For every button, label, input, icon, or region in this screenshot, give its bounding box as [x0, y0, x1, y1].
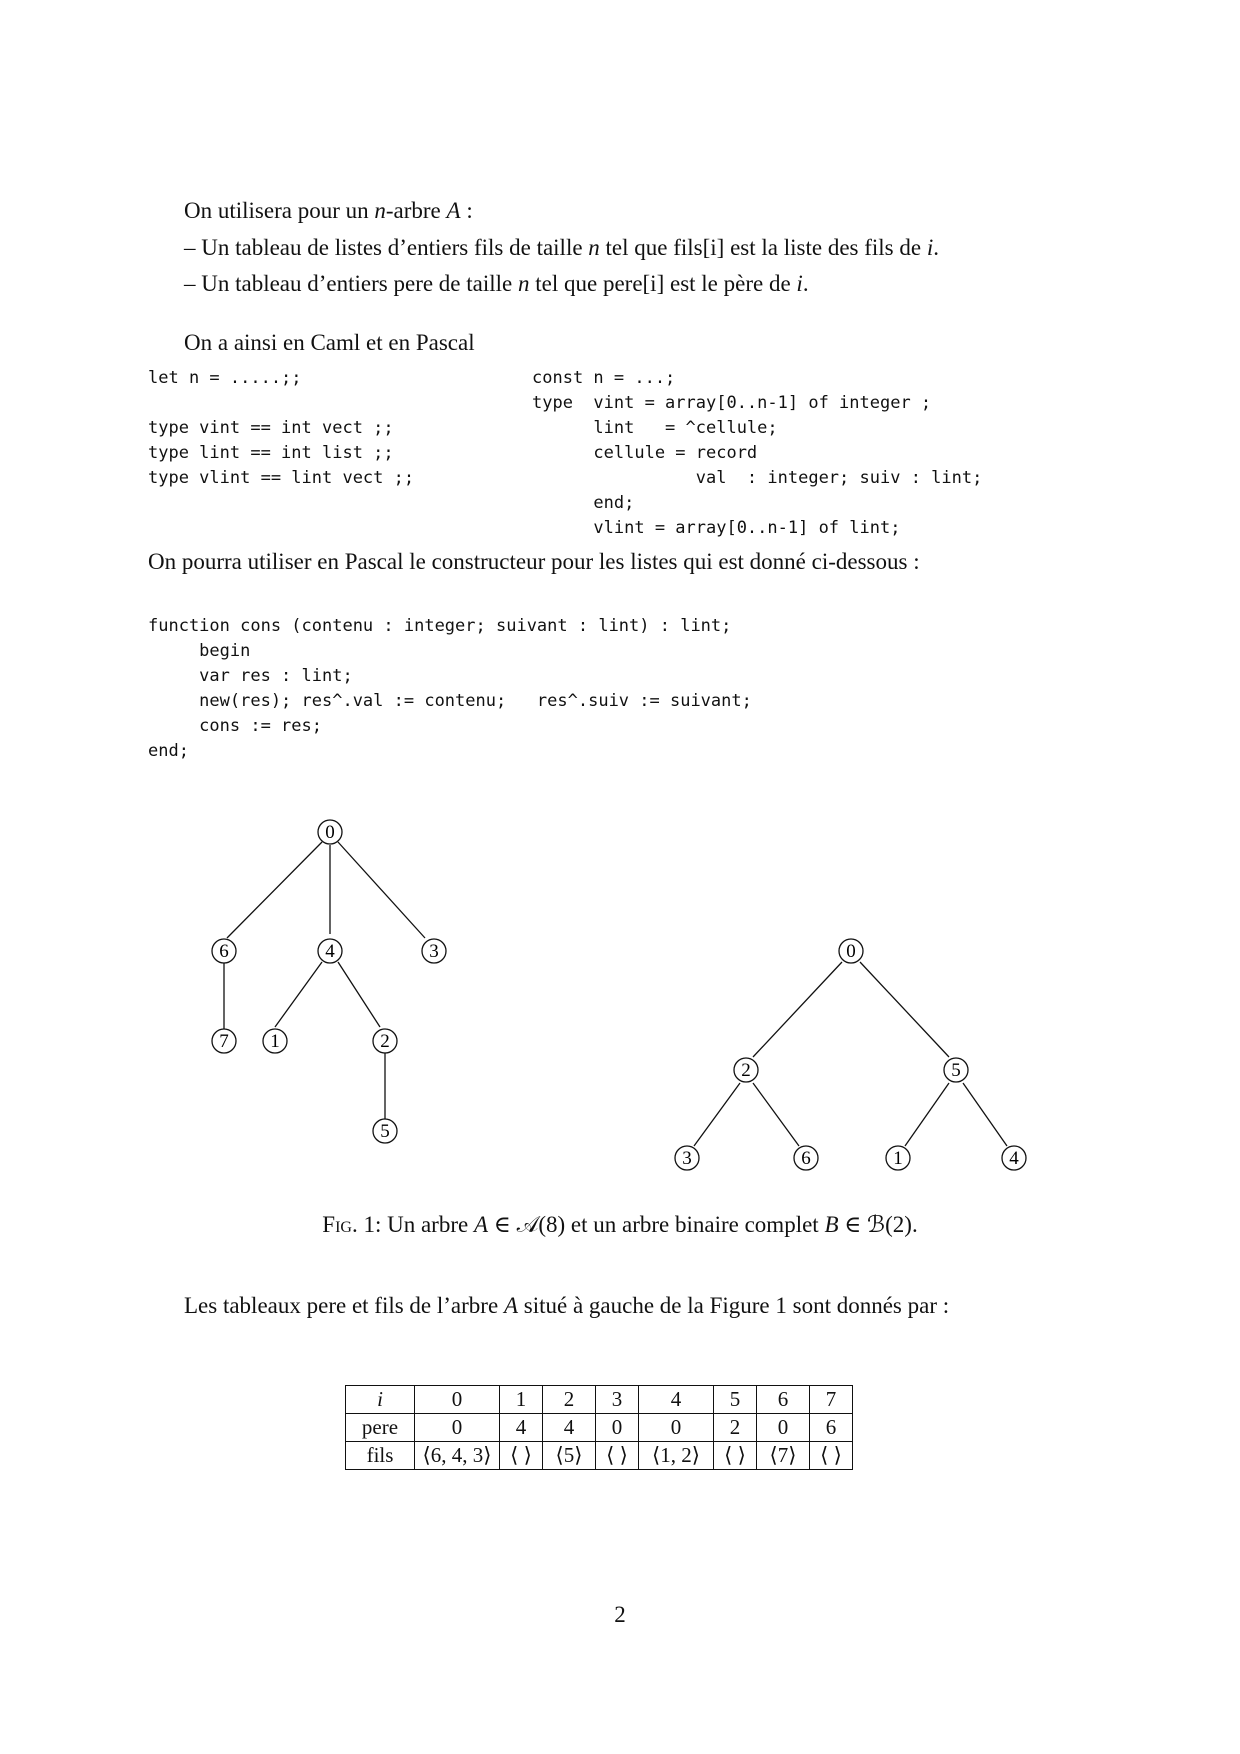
- var-i: i: [926, 235, 934, 260]
- table-cell: 4: [500, 1414, 543, 1442]
- table-row-pere: [346, 1414, 853, 1442]
- table-cell: 0: [757, 1414, 810, 1442]
- node-label: 2: [741, 1060, 751, 1081]
- table-cell: 0: [415, 1414, 500, 1442]
- var-n: n: [588, 235, 600, 260]
- bullet-fils: [184, 235, 939, 261]
- intro-line: [184, 198, 473, 224]
- table-cell: ⟨ ⟩: [714, 1442, 757, 1470]
- var-a: A: [446, 198, 461, 223]
- edge: [694, 1083, 740, 1146]
- table-cell: 7: [810, 1386, 853, 1414]
- node-label: 1: [270, 1031, 280, 1052]
- trees-figure: [0, 800, 1240, 1200]
- bullet-text: tel que pere[i] est le père de: [529, 271, 797, 296]
- node-label: 2: [380, 1031, 390, 1052]
- tree-b-node-0: [839, 939, 863, 963]
- table-cell: ⟨ ⟩: [596, 1442, 639, 1470]
- node-label: 3: [682, 1148, 692, 1169]
- node-label: 6: [801, 1148, 811, 1169]
- tree-b-edges: [694, 962, 1007, 1146]
- edge: [338, 962, 380, 1027]
- table-cell: ⟨ ⟩: [810, 1442, 853, 1470]
- intro-text: -arbre: [385, 198, 447, 223]
- tree-b-node-5: [944, 1058, 968, 1082]
- tree-a-edges: [224, 842, 425, 1119]
- var-b: B: [824, 1212, 839, 1237]
- table-cell: 5: [714, 1386, 757, 1414]
- table-cell: 2: [543, 1386, 596, 1414]
- intro-text: :: [460, 198, 473, 223]
- tree-a-node-7: [212, 1029, 236, 1053]
- tree-a-node-3: [422, 939, 446, 963]
- table-row-fils: [346, 1442, 853, 1470]
- edge: [275, 962, 322, 1027]
- table-cell: ⟨1, 2⟩: [639, 1442, 714, 1470]
- table-row-i: [346, 1386, 853, 1414]
- bullet-text: Un tableau d’entiers pere de taille: [201, 271, 518, 296]
- caption-text: Un arbre: [387, 1212, 474, 1237]
- caption-text: .: [911, 1212, 918, 1237]
- node-label: 5: [380, 1121, 390, 1142]
- tree-a-node-2: [373, 1029, 397, 1053]
- node-label: 1: [893, 1148, 903, 1169]
- bullet-text: .: [802, 271, 809, 296]
- pascal-code-block: const n = ...; type vint = array[0..n-1] of integer ; lint = ^cellule; cellule = record val : integer; suiv : lint; end; vlint = array[0..n-1] of lint;: [532, 368, 983, 538]
- tree-a-nodes: [212, 820, 446, 1143]
- bullet-text: .: [933, 235, 939, 260]
- caption-set-b: ℬ: [867, 1212, 886, 1237]
- table-cell: 0: [415, 1386, 500, 1414]
- caml-pascal-label: On a ainsi en Caml et en Pascal: [184, 330, 475, 355]
- tree-a-node-0: [318, 820, 342, 844]
- table-cell: ⟨7⟩: [757, 1442, 810, 1470]
- edge: [227, 842, 322, 938]
- table-cell: 0: [639, 1414, 714, 1442]
- var-a: A: [503, 1293, 518, 1318]
- node-label: 4: [1009, 1148, 1019, 1169]
- caption-arg: (2): [885, 1212, 912, 1237]
- table-cell: 4: [639, 1386, 714, 1414]
- caml-code-block: let n = .....;; type vint == int vect ;; type lint == int list ;; type vlint == lint vect ;;: [148, 368, 415, 488]
- table-cell: 1: [500, 1386, 543, 1414]
- caption-fig-label: Fig.: [322, 1212, 358, 1237]
- caption-number: 1:: [357, 1212, 388, 1237]
- edge: [753, 962, 842, 1057]
- tree-a-node-4: [318, 939, 342, 963]
- page-number: 2: [614, 1602, 626, 1627]
- tree-a-node-6: [212, 939, 236, 963]
- row-label: i: [346, 1386, 415, 1414]
- tree-a-node-5: [373, 1119, 397, 1143]
- node-label: 0: [846, 941, 856, 962]
- tree-b-node-6: [794, 1146, 818, 1170]
- node-label: 4: [325, 941, 335, 962]
- edge: [338, 842, 425, 938]
- caption-symbol: ∈: [838, 1212, 868, 1237]
- bullet-dash: –: [184, 271, 202, 296]
- table-cell: 3: [596, 1386, 639, 1414]
- tree-a-node-1: [263, 1029, 287, 1053]
- pere-fils-table: [345, 1385, 853, 1470]
- var-n: n: [374, 198, 386, 223]
- tables-note: [184, 1293, 949, 1319]
- caption-text: et un arbre binaire complet: [565, 1212, 825, 1237]
- table-cell: 0: [596, 1414, 639, 1442]
- table-cell: 6: [810, 1414, 853, 1442]
- edge: [860, 962, 949, 1057]
- edge: [753, 1083, 799, 1146]
- node-label: 7: [219, 1031, 229, 1052]
- tree-b-node-4: [1002, 1146, 1026, 1170]
- node-label: 3: [429, 941, 439, 962]
- figure-caption: [0, 1212, 1240, 1238]
- bullet-text: Un tableau de listes d’entiers fils de taille: [201, 235, 589, 260]
- bullet-text: tel que fils[i] est la liste des fils de: [599, 235, 927, 260]
- bullet-pere: [184, 271, 809, 297]
- tree-b-node-1: [886, 1146, 910, 1170]
- var-a: A: [473, 1212, 489, 1237]
- caption-symbol: ∈: [488, 1212, 517, 1237]
- row-label: fils: [346, 1442, 415, 1470]
- bullet-dash: –: [184, 235, 202, 260]
- table-cell: ⟨5⟩: [543, 1442, 596, 1470]
- pascal-note: On pourra utiliser en Pascal le constructeur pour les listes qui est donné ci-dessous :: [148, 549, 920, 574]
- intro-text: On utilisera pour un: [184, 198, 375, 223]
- row-label: pere: [346, 1414, 415, 1442]
- table-cell: ⟨6, 4, 3⟩: [415, 1442, 500, 1470]
- table-cell: 4: [543, 1414, 596, 1442]
- caption-set-a: 𝒜: [516, 1212, 539, 1237]
- tree-b-nodes: [675, 939, 1026, 1170]
- cons-function-code: function cons (contenu : integer; suivant : lint) : lint; begin var res : lint; new(res); res^.val := contenu; res^.suiv := suivant; cons := res; end;: [148, 616, 752, 761]
- table-cell: 6: [757, 1386, 810, 1414]
- node-label: 5: [951, 1060, 961, 1081]
- edge: [963, 1083, 1007, 1146]
- note-text: situé à gauche de la Figure 1 sont donnés par :: [518, 1293, 950, 1318]
- var-i: i: [796, 271, 803, 296]
- node-label: 0: [325, 822, 335, 843]
- table-cell: ⟨ ⟩: [500, 1442, 543, 1470]
- tree-b-node-2: [734, 1058, 758, 1082]
- var-n: n: [518, 271, 530, 296]
- table-cell: 2: [714, 1414, 757, 1442]
- caption-arg: (8): [538, 1212, 566, 1237]
- note-text: Les tableaux pere et fils de l’arbre: [184, 1293, 504, 1318]
- tree-b-node-3: [675, 1146, 699, 1170]
- node-label: 6: [219, 941, 229, 962]
- edge: [905, 1083, 949, 1146]
